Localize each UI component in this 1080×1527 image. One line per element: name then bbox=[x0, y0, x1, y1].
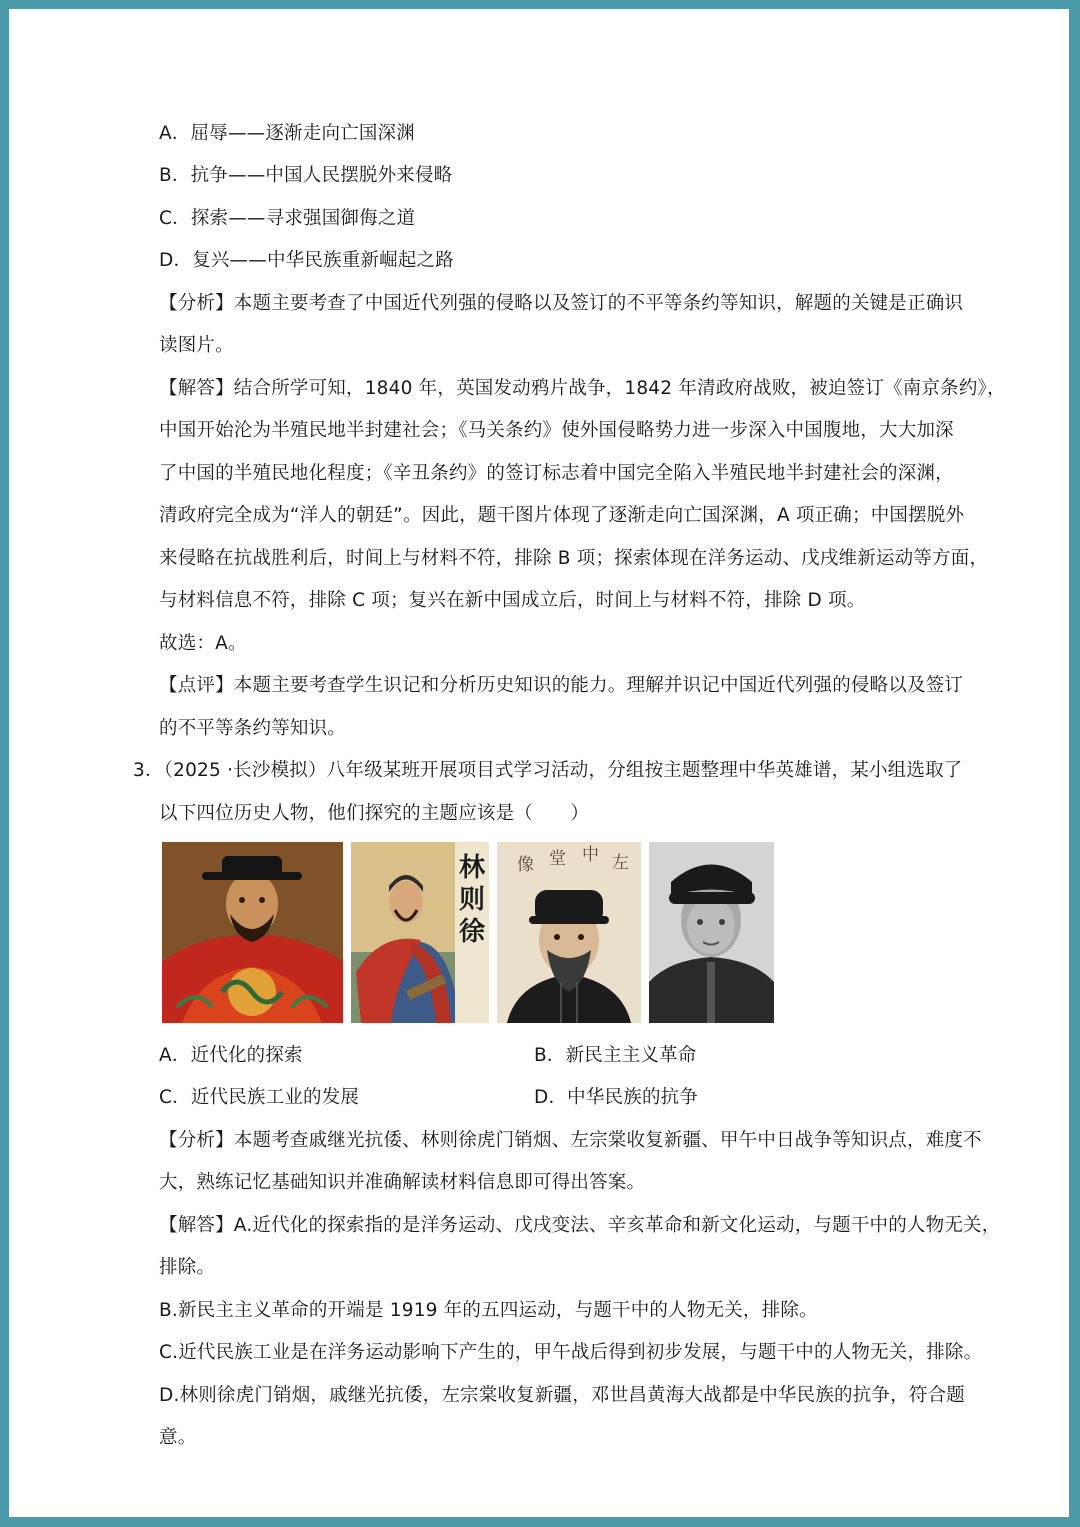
portrait-1-image bbox=[162, 842, 343, 1023]
q3-option-c: C．近代民族工业的发展 bbox=[159, 1087, 360, 1108]
portrait-3-label-char: 中 bbox=[582, 845, 599, 865]
q2-comment-line: 【点评】本题主要考查学生识记和分析历史知识的能力。理解并识记中国近代列强的侵略以及签订 bbox=[159, 675, 964, 696]
q3-option-b: B．新民主主义革命 bbox=[534, 1045, 697, 1066]
q2-choice: 故选：A。 bbox=[159, 633, 247, 654]
q2-option-a: A．屈辱——逐渐走向亡国深渊 bbox=[159, 123, 415, 144]
portrait-qi-jiguang bbox=[162, 842, 343, 1023]
q2-answer-line: 中国开始沦为半殖民地半封建社会；《马关条约》使外国侵略势力进一步深入中国腹地，大大加深 bbox=[159, 420, 954, 441]
q2-comment-line: 的不平等条约等知识。 bbox=[159, 718, 347, 739]
portrait-2-label-char: 林 bbox=[458, 853, 486, 883]
q2-option-b: B．抗争——中国人民摆脱外来侵略 bbox=[159, 165, 453, 186]
q3-answer-line: D.林则徐虎门销烟，戚继光抗倭，左宗棠收复新疆，邓世昌黄海大战都是中华民族的抗争，符合题 bbox=[159, 1385, 965, 1406]
q3-answer-line: 意。 bbox=[159, 1427, 197, 1448]
portrait-3-label-char: 堂 bbox=[549, 849, 566, 869]
q3-answer-line: 【解答】A.近代化的探索指的是洋务运动、戊戌变法、辛亥革命和新文化运动，与题干中的人物无关， bbox=[159, 1215, 1001, 1236]
portrait-2-image bbox=[351, 842, 489, 1023]
q3-answer-line: B.新民主主义革命的开端是 1919 年的五四运动，与题干中的人物无关，排除。 bbox=[159, 1300, 818, 1321]
q3-answer-line: C.近代民族工业是在洋务运动影响下产生的，甲午战后得到初步发展，与题干中的人物无关，排除。 bbox=[159, 1342, 983, 1363]
portrait-3-label-char: 像 bbox=[517, 855, 534, 875]
portrait-4-image bbox=[649, 842, 774, 1023]
q2-option-d: D．复兴——中华民族重新崛起之路 bbox=[159, 250, 454, 271]
portrait-lin-zexu bbox=[351, 842, 489, 1023]
q2-answer-line: 了中国的半殖民地化程度；《辛丑条约》的签订标志着中国完全陷入半殖民地半封建社会的深渊， bbox=[159, 463, 954, 484]
q2-answer-line: 【解答】结合所学可知，1840 年，英国发动鸦片战争，1842 年清政府战败，被迫签订《南京条约》， bbox=[159, 378, 1006, 399]
portrait-2-label-char: 则 bbox=[458, 885, 486, 915]
q3-option-d: D．中华民族的抗争 bbox=[534, 1087, 699, 1108]
portrait-zuo-zongtang bbox=[497, 842, 641, 1023]
q2-option-c: C．探索——寻求强国御侮之道 bbox=[159, 208, 416, 229]
q3-option-a: A．近代化的探索 bbox=[159, 1045, 303, 1066]
q3-stem-line: 3．（2025 ·长沙模拟）八年级某班开展项目式学习活动，分组按主题整理中华英雄谱，某小组选取了 bbox=[133, 760, 963, 781]
q3-answer-line: 排除。 bbox=[159, 1257, 216, 1278]
portrait-3-image bbox=[497, 842, 641, 1023]
q3-analysis-line: 【分析】本题考查戚继光抗倭、林则徐虎门销烟、左宗棠收复新疆、甲午中日战争等知识点，难度不 bbox=[159, 1130, 982, 1151]
q3-stem-line: 以下四位历史人物，他们探究的主题应该是（ ） bbox=[159, 803, 590, 824]
q2-answer-line: 清政府完全成为“洋人的朝廷”。因此，题干图片体现了逐渐走向亡国深渊，A 项正确；中国摆脱外 bbox=[159, 505, 965, 526]
portrait-deng-shichang bbox=[649, 842, 774, 1023]
document-page bbox=[9, 9, 1069, 1517]
portrait-2-label-char: 徐 bbox=[458, 917, 486, 947]
q2-analysis-line: 【分析】本题主要考查了中国近代列强的侵略以及签订的不平等条约等知识，解题的关键是正确识 bbox=[159, 293, 964, 314]
q2-answer-line: 与材料信息不符，排除 C 项；复兴在新中国成立后，时间上与材料不符，排除 D 项。 bbox=[159, 590, 866, 611]
portrait-3-label-char: 左 bbox=[612, 853, 629, 873]
q2-analysis-line: 读图片。 bbox=[159, 335, 234, 356]
q2-answer-line: 来侵略在抗战胜利后，时间上与材料不符，排除 B 项；探索体现在洋务运动、戊戌维新运动等方面， bbox=[159, 548, 989, 569]
q3-analysis-line: 大，熟练记忆基础知识并准确解读材料信息即可得出答案。 bbox=[159, 1172, 646, 1193]
